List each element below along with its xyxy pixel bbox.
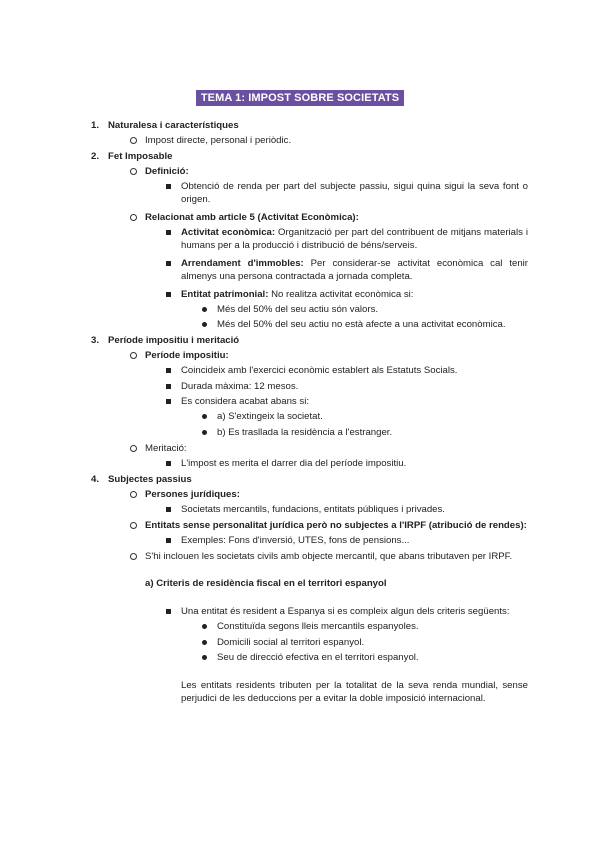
hollow-bullet-icon [130,137,137,144]
square-bullet-icon [166,230,171,235]
s2-ep-label: Entitat patrimonial: [181,289,269,300]
s2-ae-label: Activitat econòmica: [181,227,276,238]
square-bullet-icon [166,368,171,373]
section-1-number: 1. [91,120,100,131]
s4-crit-3: Seu de direcció efectiva en el territori espanyol. [217,652,419,663]
square-bullet-icon [166,609,171,614]
s4-sc-text: S'hi inclouen les societats civils amb objecte mercantil, que abans tributaven per IRPF. [145,551,513,562]
s3-pi-3a: a) S'extingeix la societat. [217,411,323,422]
dot-bullet-icon [202,624,207,629]
dot-bullet-icon [202,430,207,435]
hollow-bullet-icon [130,214,137,221]
s4-crit-2: Domicili social al territori espanyol. [217,637,365,648]
square-bullet-icon [166,538,171,543]
s4-es-label: Entitats sense personalitat jurídica però no subjectes a l'IRPF (atribució de rendes): [145,520,527,531]
document-title-wrapper [0,88,600,106]
dot-bullet-icon [202,655,207,660]
s4-crit-1: Constituïda segons lleis mercantils espanyoles. [217,621,419,632]
s4-es-1: Exemples: Fons d'inversió, UTES, fons de pensions... [181,535,410,546]
s2-ai-item [181,257,528,283]
s3-pi-2: Durada màxima: 12 mesos. [181,381,299,392]
s4-pj-1: Societats mercantils, fundacions, entitats públiques i privades. [181,504,445,515]
square-bullet-icon [166,461,171,466]
s2-def-label: Definició: [145,166,189,177]
s3-mer-label: Meritació: [145,443,187,454]
s3-mer-1: L'impost es merita el darrer dia del període impositiu. [181,458,407,469]
section-2-heading: Fet Imposable [108,151,173,162]
s1-item-1: Impost directe, personal i periòdic. [145,135,292,146]
s2-ep-item [181,288,413,301]
s2-ai-text: Per considerar-se activitat econòmica cal tenir almenys una persona contractada a jornada completa. [181,258,529,282]
s4-final-text: Les entitats residents tributen per la totalitat de la seva renda mundial, sense perjudici de les deduccions per a evitar la doble imposició internacional. [181,680,528,704]
s2-ep-1: Més del 50% del seu actiu són valors. [217,304,379,315]
hollow-bullet-icon [130,352,137,359]
s2-ae-text: Organització per part del contribuent de mitjans materials i humans per a la producció i distribució de béns/serveis. [181,227,528,251]
section-4-number: 4. [91,474,100,485]
hollow-bullet-icon [130,522,137,529]
s4-crit-intro: Una entitat és resident a Espanya si es compleix algun dels criteris següents: [181,606,510,617]
square-bullet-icon [166,184,171,189]
s2-ai-label: Arrendament d'immobles: [181,258,304,269]
s4-crit-heading: a) Criteris de residència fiscal en el territori espanyol [145,578,387,589]
square-bullet-icon [166,399,171,404]
section-1-heading: Naturalesa i característiques [108,120,239,131]
dot-bullet-icon [202,307,207,312]
s2-rel-label: Relacionat amb article 5 (Activitat Econòmica): [145,212,359,223]
hollow-bullet-icon [130,445,137,452]
s2-ep-2: Més del 50% del seu actiu no està afecte a una activitat econòmica. [217,319,506,330]
section-4-heading: Subjectes passius [108,474,192,485]
s2-def-text: Obtenció de renda per part del subjecte passiu, sigui quina sigui la seva font o origen. [181,181,528,205]
hollow-bullet-icon [130,168,137,175]
square-bullet-icon [166,292,171,297]
hollow-bullet-icon [130,553,137,560]
dot-bullet-icon [202,414,207,419]
s3-pi-1: Coincideix amb l'exercici econòmic establert als Estatuts Socials. [181,365,458,376]
square-bullet-icon [166,384,171,389]
s2-ep-text: No realitza activitat econòmica si: [268,289,414,300]
square-bullet-icon [166,507,171,512]
section-3-heading: Període impositiu i meritació [108,335,240,346]
section-2-number: 2. [91,151,100,162]
document-title: TEMA 1: IMPOST SOBRE SOCIETATS [196,90,404,106]
dot-bullet-icon [202,640,207,645]
dot-bullet-icon [202,322,207,327]
s2-ae-item [181,226,528,252]
s3-pi-3: Es considera acabat abans si: [181,396,309,407]
s3-pi-label: Període impositiu: [145,350,229,361]
hollow-bullet-icon [130,491,137,498]
square-bullet-icon [166,261,171,266]
s4-pj-label: Persones jurídiques: [145,489,240,500]
s3-pi-3b: b) Es trasllada la residència a l'estranger. [217,427,393,438]
section-3-number: 3. [91,335,100,346]
